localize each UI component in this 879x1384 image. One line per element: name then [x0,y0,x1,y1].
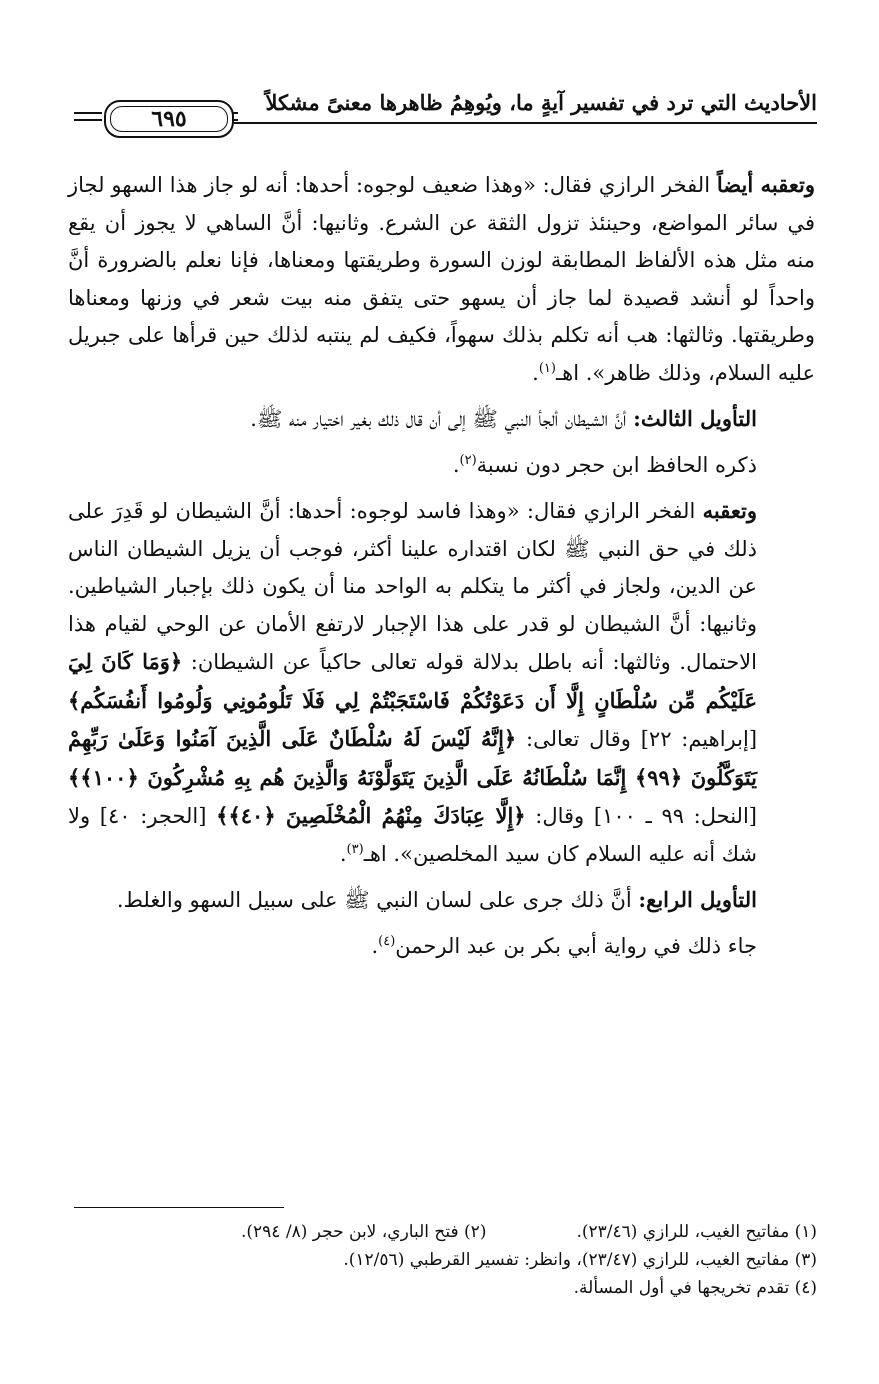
paragraph-end: . [371,933,379,958]
paragraph-2 [68,400,815,439]
footnote-row [74,1246,817,1274]
paragraph-text: جاء ذلك في رواية أبي بكر بن عبد الرحمن [395,933,757,958]
section-heading: التأويل الثالث: [633,406,757,431]
footnote-ref[interactable]: (١) [538,360,556,376]
header-rule [234,122,817,124]
paragraph-text: ذكره الحافظ ابن حجر دون نسبة [476,452,757,477]
quran-verse: ﴿إِنَّهُ لَيْسَ لَهُ سُلْطَانٌ عَلَى الَّذِينَ آمَنُوا وَعَلَىٰ رَبِّهِمْ يَتَوَكَّلُونَ ﴿٩٩﴾ إِنَّمَا سُلْطَانُهُ عَلَى الَّذِينَ يَتَوَلَّوْنَهُ وَالَّذِينَ هُم بِهِ مُشْرِكُونَ ﴿١٠٠﴾﴾ [68,726,757,790]
main-text [68,166,815,965]
footnote-3: (٣) مفاتيح الغيب، للرازي (٢٣/٤٧)، وانظر: تفسير القرطبي (١٢/٥٦). [343,1250,817,1270]
paragraph-end: . [339,841,347,866]
section-heading: التأويل الرابع: [638,887,757,912]
footnote-2: (٢) فتح الباري، لابن حجر (٨/ ٢٩٤). [240,1222,487,1242]
footnote-1: (١) مفاتيح الغيب، للرازي (٢٣/٤٦). [576,1222,817,1242]
quran-verse: ﴿إِلَّا عِبَادَكَ مِنْهُمُ الْمُخْلَصِينَ ﴿٤٠﴾﴾ [216,803,526,828]
page-number: ٦٩٥ [151,106,187,132]
paragraph-text: [الحجر: ٤٠] ولا شك أنه عليه السلام كان سيد المخلصين». اهـ [68,804,757,866]
paragraph-text: أنَّ ذلك جرى على لسان النبي ﷺ على سبيل السهو والغلط. [116,888,639,912]
paragraph-lead: وتعقبه [702,498,757,523]
running-title: الأحاديث التي ترد في تفسير آيةٍ ما، ويُوهِمُ ظاهرها معنىً مشكلاً [265,90,817,115]
footnote-ref[interactable]: (٣) [346,841,364,857]
paragraph-text: أنَّ الشيطان ألجأ النبي ﷺ إلى أن قال ذلك بغير اختيار منه ﷺ. [250,407,634,431]
footnote-ref[interactable]: (٢) [459,452,477,468]
page-header [74,88,817,140]
paragraph-5 [68,881,815,920]
paragraph-text: الفخر الرازي فقال: «وهذا ضعيف لوجوه: أحدها: أنه لو جاز هذا السهو لجاز في سائر المواضع، وحينئذ تزول الثقة عن الشرع. وثانيها: أنَّ الساهي لا يجوز أن يقع منه مثل هذه الألفاظ المطابقة لوزن السورة وطريقتها ومعناها، فإنا نعلم بالضرورة أنَّ واحداً لو أنشد قصيدة لما جاز أن يسهو حتى يتفق منه بيت شعر في وزنها ومعناها وطريقتها. وثالثها: هب أنه تكلم بذلك سهواً، فكيف لم ينتبه لذلك حين قرأها على جبريل عليه السلام، وذلك ظاهر». اهـ [68,173,815,385]
paragraph-6 [68,928,815,966]
paragraph-3 [68,447,815,485]
footnote-row [74,1274,817,1302]
paragraph-end: . [532,360,539,385]
header-rule-left-stub [74,112,102,121]
paragraph-4 [68,492,815,873]
paragraph-text: [النحل: ٩٩ ـ ١٠٠] وقال: [525,804,757,828]
paragraph-text: الفخر الرازي فقال: «وهذا فاسد لوجوه: أحدها: أنَّ الشيطان لو قَدِرَ على ذلك في حق النبي ﷺ لكان اقتداره علينا أكثر، فوجب أن يزيل الشيطان الناس عن الدين، ولجاز في أكثر ما يتكلم به الواحد منا أن يكون ذلك بإجبار الشياطين. وثانيها: أنَّ الشيطان لو قدر على هذا الإجبار لارتفع الأمان عن الوحي لقيام هذا الاحتمال. وثالثها: أنه باطل بدلالة قوله تعالى حاكياً عن الشيطان: [68,499,757,674]
quran-verse: ﴿وَمَا كَانَ لِيَ عَلَيْكُم مِّن سُلْطَانٍ إِلَّا أَن دَعَوْتُكُمْ فَاسْتَجَبْتُمْ لِي فَلَا تَلُومُونِي وَلُومُوا أَنفُسَكُم﴾ [68,649,757,713]
footnote-ref[interactable]: (٤) [378,933,396,949]
footnote-row [74,1218,817,1246]
paragraph-end: . [452,452,460,477]
paragraph-1 [68,166,815,392]
footnotes [74,1218,817,1302]
footnote-4: (٤) تقدم تخريجها في أول المسألة. [573,1278,817,1298]
page-number-frame [104,100,234,138]
paragraph-text: [إبراهيم: ٢٢] وقال تعالى: [516,727,758,751]
footnote-separator [74,1207,284,1208]
paragraph-lead: وتعقبه أيضاً [716,172,816,197]
footnote-gap [486,1218,576,1246]
